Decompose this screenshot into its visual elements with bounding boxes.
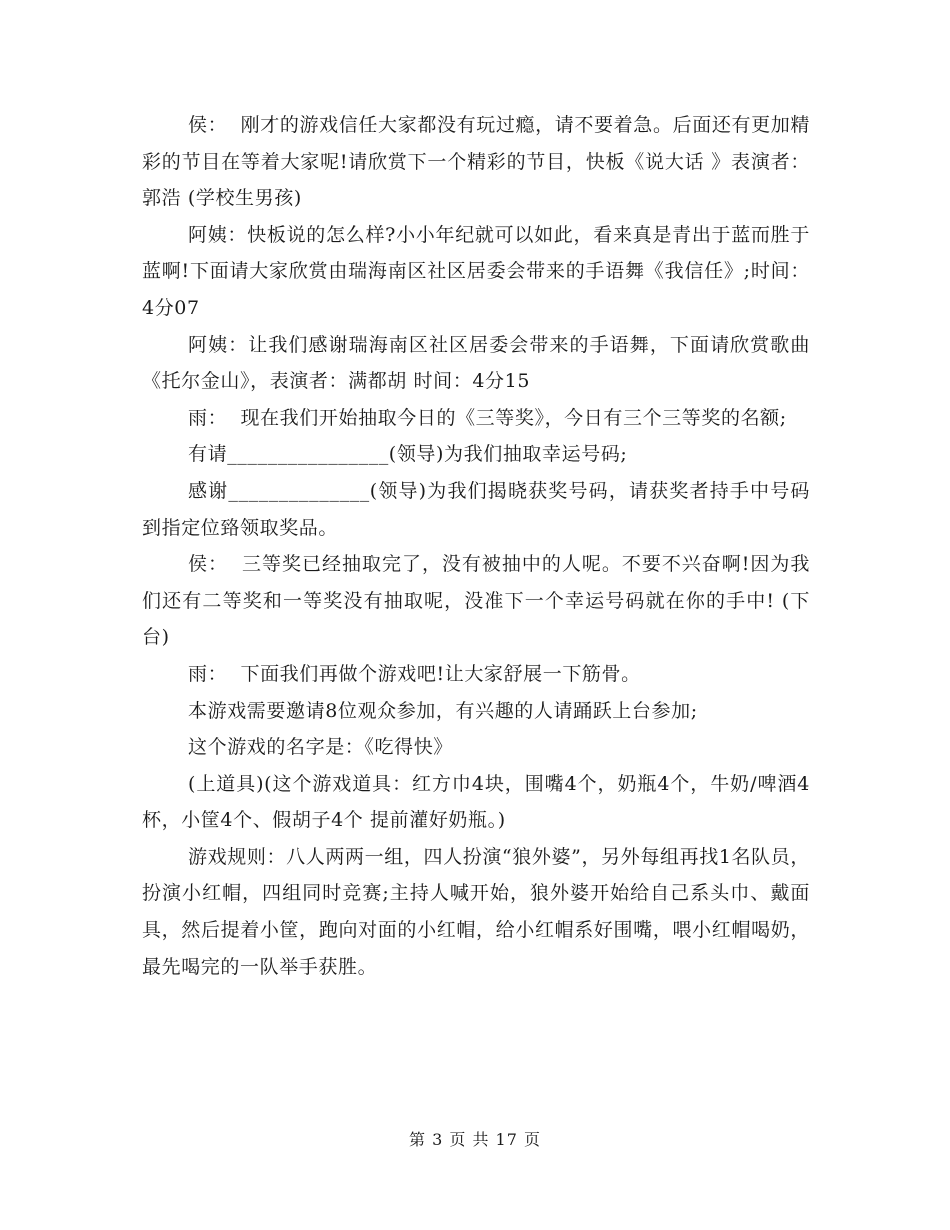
paragraph-11: (上道具)(这个游戏道具：红方巾4块，围嘴4个，奶瓶4个，牛奶/啤酒4杯，小筐4个、假胡子4个 提前灌好奶瓶。) (142, 772, 810, 832)
page-footer: 第 3 页 共 17 页 (409, 1130, 541, 1149)
paragraph-7: 侯： 三等奖已经抽取完了，没有被抽中的人呢。不要不兴奋啊!因为我们还有二等奖和一等奖没有抽取呢，没准下一个幸运号码就在你的手中! (下台) (142, 553, 810, 649)
page-content (142, 107, 810, 985)
paragraph-8: 雨： 下面我们再做个游戏吧!让大家舒展一下筋骨。 (188, 662, 641, 685)
paragraph-9: 本游戏需要邀请8位观众参加，有兴趣的人请踊跃上台参加; (188, 699, 698, 722)
paragraph-12: 游戏规则：八人两两一组，四人扮演“狼外婆”，另外每组再找1名队员，扮演小红帽，四组同时竞赛;主持人喊开始，狼外婆开始给自己系头巾、戴面具，然后提着小筐，跑向对面的小红帽，给小红帽系好围嘴，喂小红帽喝奶，最先喝完的一队举手获胜。 (142, 845, 810, 978)
paragraph-2: 阿姨：快板说的怎么样?小小年纪就可以如此，看来真是青出于蓝而胜于蓝啊!下面请大家欣赏由瑞海南区社区居委会带来的手语舞《我信任》;时间：4分07 (142, 223, 810, 319)
paragraph-6: 感谢______________(领导)为我们揭晓获奖号码，请获奖者持手中号码到指定位臵领取奖品。 (142, 479, 810, 539)
paragraph-5: 有请________________(领导)为我们抽取幸运号码; (188, 443, 628, 466)
paragraph-10: 这个游戏的名字是：《吃得快》 (188, 736, 453, 759)
paragraph-3: 阿姨：让我们感谢瑞海南区社区居委会带来的手语舞，下面请欣赏歌曲《托尔金山》，表演者：满都胡 时间：4分15 (142, 333, 810, 393)
paragraph-1: 侯： 刚才的游戏信任大家都没有玩过瘾，请不要着急。后面还有更加精彩的节目在等着大家呢!请欣赏下一个精彩的节目，快板《说大话 》表演者：郭浩 (学校生男孩) (142, 114, 810, 210)
paragraph-4: 雨： 现在我们开始抽取今日的《三等奖》，今日有三个三等奖的名额; (188, 406, 787, 429)
